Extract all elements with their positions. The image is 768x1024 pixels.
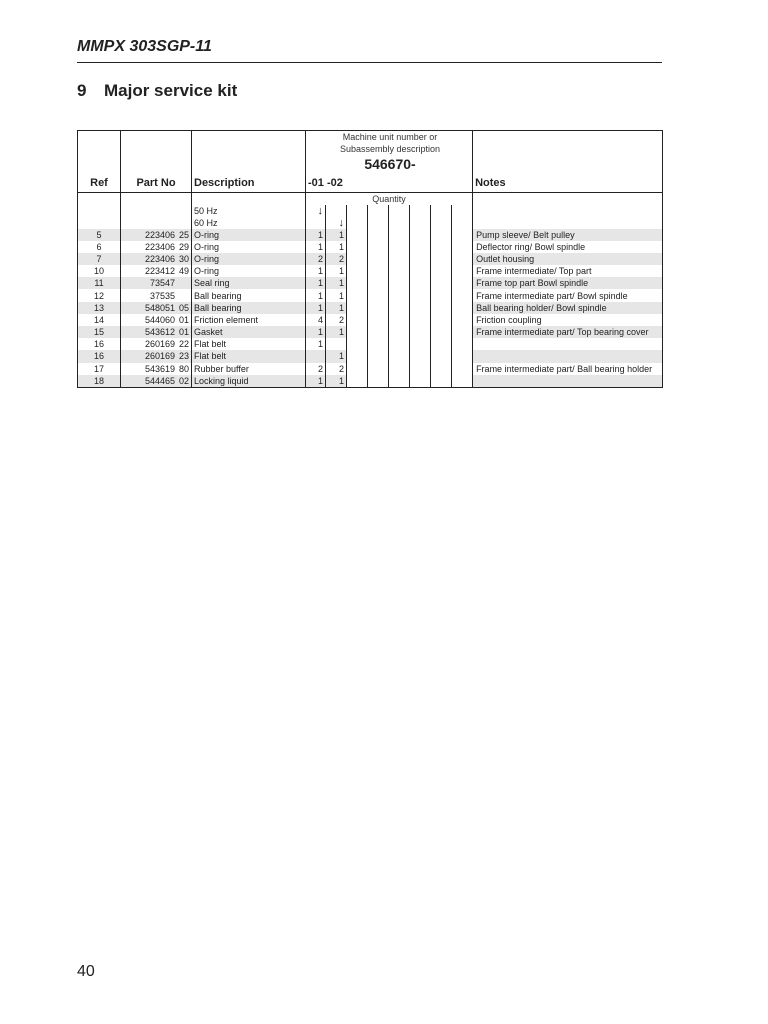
quantity-label-row bbox=[78, 193, 663, 205]
qty-02-cell: 2 bbox=[326, 363, 347, 375]
part-no-cell bbox=[121, 229, 192, 241]
notes-header: Notes bbox=[473, 131, 663, 193]
table-row bbox=[78, 277, 663, 289]
part-number: 223406 bbox=[144, 241, 175, 252]
part-suffix: 30 bbox=[178, 253, 189, 264]
qty-01-cell: 1 bbox=[306, 265, 326, 277]
qty-01-cell: 1 bbox=[306, 277, 326, 289]
part-no-cell bbox=[121, 253, 192, 265]
qty-02-cell: 1 bbox=[326, 326, 347, 338]
part-number: 37535 bbox=[149, 290, 175, 301]
notes-cell bbox=[473, 350, 663, 362]
qty-02-cell: 2 bbox=[326, 314, 347, 326]
variant-header: -01 -02 bbox=[308, 177, 343, 189]
part-no-cell bbox=[121, 241, 192, 253]
ref-cell: 15 bbox=[78, 326, 121, 338]
section-title: Major service kit bbox=[104, 81, 238, 100]
part-number: 223406 bbox=[144, 229, 175, 240]
description-cell: Rubber buffer bbox=[192, 363, 306, 375]
part-suffix: 01 bbox=[178, 314, 189, 325]
notes-cell: Ball bearing holder/ Bowl spindle bbox=[473, 302, 663, 314]
part-number: 260169 bbox=[144, 339, 175, 350]
freq-row-50hz bbox=[78, 205, 663, 217]
ref-cell: 16 bbox=[78, 338, 121, 350]
notes-cell: Outlet housing bbox=[473, 253, 663, 265]
part-no-cell bbox=[121, 289, 192, 301]
notes-cell bbox=[473, 375, 663, 388]
qty-01-cell: 1 bbox=[306, 375, 326, 388]
part-number: 544060 bbox=[144, 314, 175, 325]
part-no-cell bbox=[121, 363, 192, 375]
qty-01-cell bbox=[306, 350, 326, 362]
arrow-down-icon: ↓ bbox=[306, 205, 326, 217]
qty-02-cell bbox=[326, 338, 347, 350]
machine-number: 546670- bbox=[364, 156, 416, 172]
table-row bbox=[78, 229, 663, 241]
service-kit-table bbox=[77, 130, 663, 388]
ref-cell: 17 bbox=[78, 363, 121, 375]
part-no-cell bbox=[121, 265, 192, 277]
table-row bbox=[78, 338, 663, 350]
part-suffix: 02 bbox=[178, 375, 189, 386]
table-row bbox=[78, 326, 663, 338]
freq-row-60hz bbox=[78, 217, 663, 229]
notes-cell: Frame intermediate part/ Bowl spindle bbox=[473, 289, 663, 301]
machine-note-line1: Machine unit number or bbox=[342, 132, 438, 142]
part-number: 548051 bbox=[144, 302, 175, 313]
part-no-cell bbox=[121, 375, 192, 388]
notes-cell: Friction coupling bbox=[473, 314, 663, 326]
description-cell: Locking liquid bbox=[192, 375, 306, 388]
description-cell: Flat belt bbox=[192, 338, 306, 350]
description-cell: O-ring bbox=[192, 265, 306, 277]
ref-cell: 13 bbox=[78, 302, 121, 314]
section-number: 9 bbox=[77, 81, 87, 100]
part-number: 260169 bbox=[144, 351, 175, 362]
part-number: 223412 bbox=[144, 266, 175, 277]
section-heading bbox=[77, 81, 237, 101]
page-number: 40 bbox=[77, 963, 95, 980]
part-suffix: 22 bbox=[178, 339, 189, 350]
parts-list bbox=[78, 229, 663, 388]
part-number: 543619 bbox=[144, 363, 175, 374]
part-no-cell bbox=[121, 350, 192, 362]
part-no-cell bbox=[121, 326, 192, 338]
qty-02-cell: 2 bbox=[326, 253, 347, 265]
part-suffix: 05 bbox=[178, 302, 189, 313]
qty-02-cell: 1 bbox=[326, 289, 347, 301]
table-row bbox=[78, 375, 663, 388]
description-header: Description bbox=[192, 131, 306, 193]
description-cell: Flat belt bbox=[192, 350, 306, 362]
ref-cell: 12 bbox=[78, 289, 121, 301]
ref-header: Ref bbox=[78, 131, 121, 193]
description-cell: Friction element bbox=[192, 314, 306, 326]
qty-02-cell: 1 bbox=[326, 277, 347, 289]
part-suffix: 23 bbox=[178, 351, 189, 362]
arrow-down-icon: ↓ bbox=[326, 217, 347, 229]
description-cell: O-ring bbox=[192, 253, 306, 265]
notes-cell: Frame intermediate part/ Ball bearing holder bbox=[473, 363, 663, 375]
ref-cell: 11 bbox=[78, 277, 121, 289]
machine-unit-header bbox=[306, 131, 473, 193]
notes-cell: Frame intermediate/ Top part bbox=[473, 265, 663, 277]
part-number: 223406 bbox=[144, 253, 175, 264]
part-no-cell bbox=[121, 302, 192, 314]
ref-cell: 18 bbox=[78, 375, 121, 388]
notes-cell: Frame intermediate part/ Top bearing cover bbox=[473, 326, 663, 338]
ref-cell: 6 bbox=[78, 241, 121, 253]
qty-01-cell: 1 bbox=[306, 289, 326, 301]
part-suffix: 80 bbox=[178, 363, 189, 374]
table-row bbox=[78, 350, 663, 362]
table-row bbox=[78, 302, 663, 314]
part-no-cell bbox=[121, 314, 192, 326]
qty-01-cell: 1 bbox=[306, 326, 326, 338]
table-row bbox=[78, 289, 663, 301]
description-cell: Gasket bbox=[192, 326, 306, 338]
part-suffix: 25 bbox=[178, 229, 189, 240]
qty-02-cell: 1 bbox=[326, 241, 347, 253]
notes-cell: Pump sleeve/ Belt pulley bbox=[473, 229, 663, 241]
freq-label: 50 Hz bbox=[192, 205, 306, 217]
description-cell: Ball bearing bbox=[192, 289, 306, 301]
description-cell: O-ring bbox=[192, 241, 306, 253]
qty-01-cell: 2 bbox=[306, 253, 326, 265]
table-row bbox=[78, 314, 663, 326]
ref-cell: 14 bbox=[78, 314, 121, 326]
ref-cell: 16 bbox=[78, 350, 121, 362]
description-cell: O-ring bbox=[192, 229, 306, 241]
document-title: MMPX 303SGP-11 bbox=[77, 38, 212, 55]
qty-01-cell: 1 bbox=[306, 338, 326, 350]
qty-01-cell: 1 bbox=[306, 229, 326, 241]
part-suffix: 29 bbox=[178, 241, 189, 252]
ref-cell: 10 bbox=[78, 265, 121, 277]
machine-note-line2: Subassembly description bbox=[340, 144, 441, 154]
description-cell: Seal ring bbox=[192, 277, 306, 289]
table-row bbox=[78, 265, 663, 277]
part-no-header: Part No bbox=[121, 131, 192, 193]
part-number: 544465 bbox=[144, 375, 175, 386]
qty-02-cell: 1 bbox=[326, 229, 347, 241]
freq-label: 60 Hz bbox=[192, 217, 306, 229]
qty-02-cell: 1 bbox=[326, 265, 347, 277]
qty-02-cell: 1 bbox=[326, 302, 347, 314]
qty-01-cell: 1 bbox=[306, 302, 326, 314]
part-number: 543612 bbox=[144, 327, 175, 338]
part-suffix: 01 bbox=[178, 327, 189, 338]
part-number: 73547 bbox=[149, 278, 175, 289]
qty-02-cell: 1 bbox=[326, 375, 347, 388]
ref-cell: 7 bbox=[78, 253, 121, 265]
ref-cell: 5 bbox=[78, 229, 121, 241]
notes-cell: Deflector ring/ Bowl spindle bbox=[473, 241, 663, 253]
table-row bbox=[78, 363, 663, 375]
table-row bbox=[78, 253, 663, 265]
notes-cell bbox=[473, 338, 663, 350]
part-no-cell bbox=[121, 338, 192, 350]
table-row bbox=[78, 241, 663, 253]
part-suffix: 49 bbox=[178, 266, 189, 277]
quantity-label: Quantity bbox=[306, 193, 473, 205]
description-cell: Ball bearing bbox=[192, 302, 306, 314]
qty-01-cell: 2 bbox=[306, 363, 326, 375]
header-rule bbox=[77, 62, 662, 63]
notes-cell: Frame top part Bowl spindle bbox=[473, 277, 663, 289]
qty-01-cell: 4 bbox=[306, 314, 326, 326]
qty-02-cell: 1 bbox=[326, 350, 347, 362]
qty-01-cell: 1 bbox=[306, 241, 326, 253]
part-no-cell bbox=[121, 277, 192, 289]
